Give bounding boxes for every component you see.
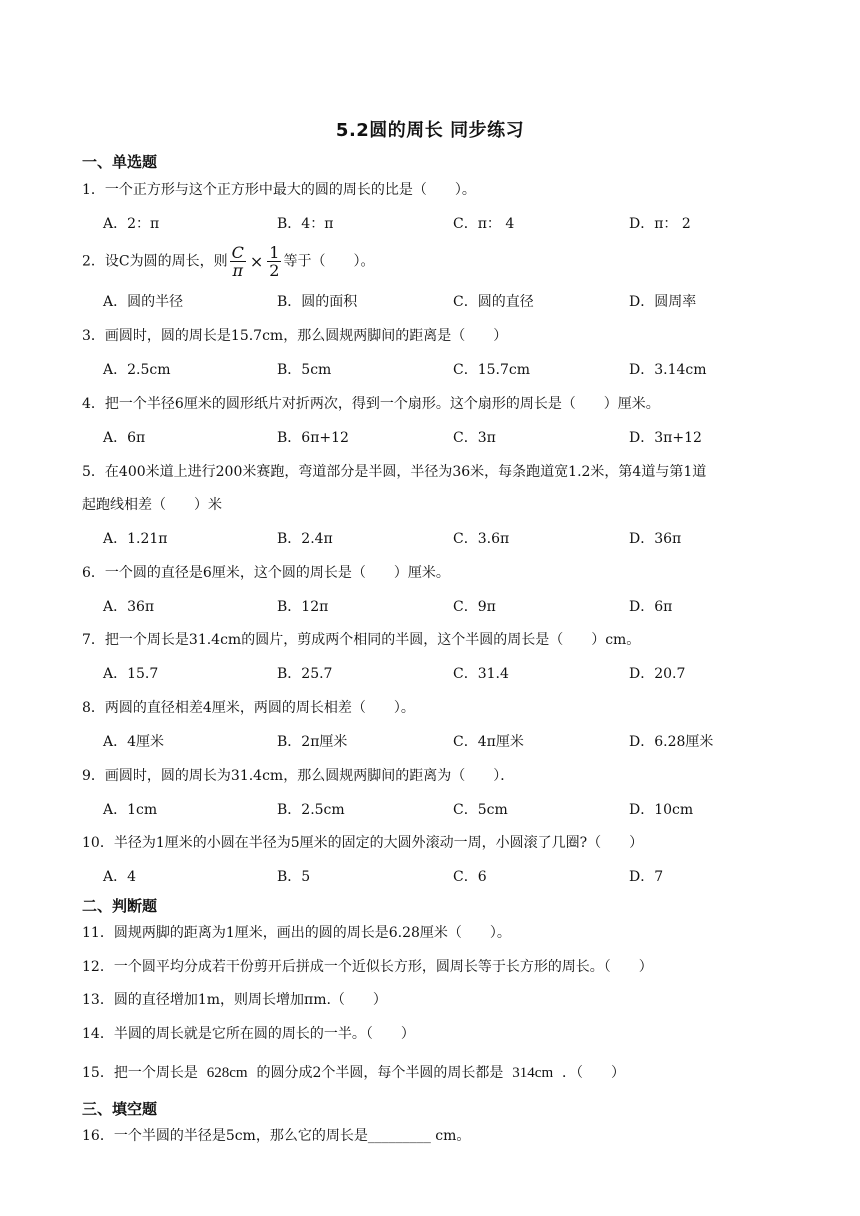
fraction-one-half xyxy=(267,244,281,279)
question-8-options xyxy=(103,732,823,752)
option-b: B．2π厘米 xyxy=(277,734,348,750)
option-d: D．20.7 xyxy=(629,666,686,682)
option-d: D．7 xyxy=(629,869,664,885)
page-title: 5.2圆的周长 同步练习 xyxy=(335,120,525,141)
option-a: A．36π xyxy=(103,599,155,615)
question-5-line-2: 起跑线相差（ ）米 xyxy=(82,497,222,513)
question-9: 9．画圆时，圆的周长为31.4cm，那么圆规两脚间的距离为（ ）． xyxy=(82,768,515,784)
section-heading-fill-blank: 三、填空题 xyxy=(82,1100,158,1118)
question-8: 8．两圆的直径相差4厘米，两圆的周长相差（ ）。 xyxy=(82,700,415,716)
fraction-denominator: π xyxy=(232,261,243,280)
question-15-text-1: 15．把一个周长是 xyxy=(82,1065,198,1081)
question-7: 7．把一个周长是31.4cm的圆片，剪成两个相同的半圆，这个半圆的周长是（ ）cm。 xyxy=(82,632,641,648)
section-heading-true-false: 二、判断题 xyxy=(82,897,158,915)
option-d: D．π： 2 xyxy=(629,216,691,232)
question-4-options xyxy=(103,428,823,448)
question-1-options xyxy=(103,214,823,234)
question-16: 16．一个半圆的半径是5cm，那么它的周长是_________ cm。 xyxy=(82,1128,471,1144)
section-heading-single-choice: 一、单选题 xyxy=(82,153,158,171)
option-d: D．3π+12 xyxy=(629,430,702,446)
question-2 xyxy=(82,244,374,279)
option-a: A．圆的半径 xyxy=(103,294,184,310)
question-2-suffix: 等于（ ）。 xyxy=(283,253,375,270)
question-15-text-3: ．（ ） xyxy=(562,1065,626,1081)
option-c: C．6 xyxy=(453,869,487,885)
fraction-c-over-pi xyxy=(230,244,246,279)
option-b: B．5cm xyxy=(277,362,332,378)
option-a: A．6π xyxy=(103,430,146,446)
option-a: A．1.21π xyxy=(103,531,168,547)
option-b: B．圆的面积 xyxy=(277,294,358,310)
fraction-numerator: 1 xyxy=(269,243,280,262)
option-b: B．25.7 xyxy=(277,666,333,682)
question-11: 11．圆规两脚的距离为1厘米，画出的圆的周长是6.28厘米（ ）。 xyxy=(82,925,511,941)
question-5-line-1: 5．在400米道上进行200米赛跑，弯道部分是半圆，半径为36米，每条跑道宽1.2米，第4道与第1道 xyxy=(82,464,707,480)
question-6-options xyxy=(103,597,823,617)
option-b: B．5 xyxy=(277,869,311,885)
option-b: B．2.4π xyxy=(277,531,333,547)
option-c: C．π： 4 xyxy=(453,216,515,232)
question-12: 12．一个圆平均分成若干份剪开后拼成一个近似长方形，圆周长等于长方形的周长。（ ） xyxy=(82,959,653,975)
question-9-options xyxy=(103,800,823,820)
option-c: C．9π xyxy=(453,599,496,615)
question-10: 10．半径为1厘米的小圆在半径为5厘米的固定的大圆外滚动一周，小圆滚了几圈?（ ） xyxy=(82,835,644,851)
question-5-options xyxy=(103,529,823,549)
option-c: C．15.7cm xyxy=(453,362,530,378)
question-6: 6．一个圆的直径是6厘米，这个圆的周长是（ ）厘米。 xyxy=(82,565,450,581)
value-628cm: 628cm xyxy=(206,1065,248,1081)
option-b: B．12π xyxy=(277,599,329,615)
option-a: A．2：π xyxy=(103,216,160,232)
option-a: A．2.5cm xyxy=(103,362,171,378)
option-a: A．4 xyxy=(103,869,137,885)
option-c: C．3.6π xyxy=(453,531,510,547)
question-7-options xyxy=(103,664,823,684)
fraction-denominator: 2 xyxy=(269,261,280,280)
option-a: A．15.7 xyxy=(103,666,159,682)
question-4: 4．把一个半径6厘米的圆形纸片对折两次，得到一个扇形。这个扇形的周长是（ ）厘米。 xyxy=(82,396,660,412)
question-3: 3．画圆时，圆的周长是15.7cm，那么圆规两脚间的距离是（ ） xyxy=(82,328,508,344)
value-314cm: 314cm xyxy=(512,1065,554,1081)
option-c: C．4π厘米 xyxy=(453,734,524,750)
question-2-prefix: 2．设C为圆的周长，则 xyxy=(82,253,228,270)
question-2-options xyxy=(103,292,823,312)
question-15 xyxy=(82,1063,625,1083)
option-d: D．36π xyxy=(629,531,682,547)
option-a: A．4厘米 xyxy=(103,734,165,750)
question-14: 14．半圆的周长就是它所在圆的周长的一半。（ ） xyxy=(82,1026,415,1042)
option-d: D．6π xyxy=(629,599,673,615)
option-d: D．3.14cm xyxy=(629,362,707,378)
option-d: D．10cm xyxy=(629,802,694,818)
question-15-text-2: 的圆分成2个半圆，每个半圆的周长都是 xyxy=(256,1065,504,1081)
option-c: C．31.4 xyxy=(453,666,509,682)
option-b: B．4：π xyxy=(277,216,334,232)
option-c: C．3π xyxy=(453,430,496,446)
option-c: C．5cm xyxy=(453,802,508,818)
question-1: 1．一个正方形与这个正方形中最大的圆的周长的比是（ ）。 xyxy=(82,182,476,198)
option-b: B．2.5cm xyxy=(277,802,345,818)
fraction-numerator: C xyxy=(231,243,244,262)
times-sign: × xyxy=(249,251,264,271)
option-c: C．圆的直径 xyxy=(453,294,534,310)
question-10-options xyxy=(103,867,823,887)
option-b: B．6π+12 xyxy=(277,430,349,446)
option-d: D．圆周率 xyxy=(629,294,697,310)
question-13: 13．圆的直径增加1m，则周长增加πm.（ ） xyxy=(82,992,387,1008)
question-3-options xyxy=(103,360,823,380)
option-a: A．1cm xyxy=(103,802,158,818)
option-d: D．6.28厘米 xyxy=(629,734,714,750)
